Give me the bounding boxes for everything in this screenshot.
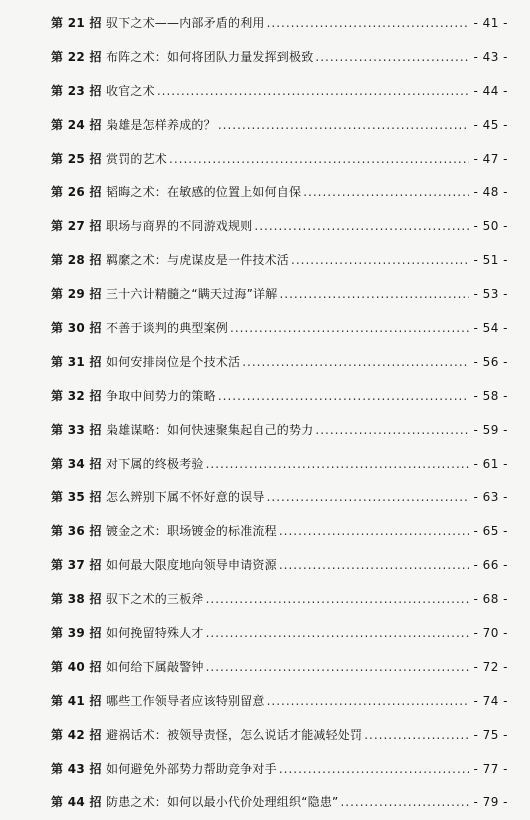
dot-leader — [242, 346, 469, 380]
toc-entry-page-number: - 63 - — [473, 490, 508, 505]
toc-entry-title: 怎么辨别下属不怀好意的误导 — [106, 490, 265, 505]
toc-entry-number: 第 42 招 — [51, 727, 102, 742]
toc-entry-number: 第 23 招 — [51, 83, 102, 98]
dot-leader — [340, 786, 469, 820]
toc-entry[interactable] — [0, 515, 530, 549]
toc-entry-number: 第 21 招 — [51, 16, 102, 30]
toc-entry-page-number: - 48 - — [473, 185, 508, 200]
toc-entry-page-number: - 58 - — [473, 388, 508, 403]
dot-leader — [206, 583, 470, 617]
toc-entry-title: 如何挽留特殊人才 — [106, 626, 204, 641]
toc-entry-title: 驭下之术的三板斧 — [106, 592, 204, 607]
dot-leader — [206, 651, 470, 685]
toc-entry-title: 枭雄谋略：如何快速聚集起自己的势力 — [106, 422, 314, 437]
toc-entry[interactable] — [0, 685, 530, 719]
toc-entry[interactable] — [0, 109, 530, 143]
dot-leader — [267, 481, 470, 515]
toc-entry-title: 对下属的终极考验 — [106, 456, 204, 471]
toc-entry[interactable] — [0, 176, 530, 210]
toc-entry-page-number: - 44 - — [473, 83, 508, 98]
toc-entry[interactable] — [0, 719, 530, 753]
toc-entry-number: 第 26 招 — [51, 185, 102, 200]
toc-entry-number: 第 39 招 — [51, 626, 102, 641]
toc-entry-number: 第 35 招 — [51, 490, 102, 505]
dot-leader — [279, 515, 470, 549]
toc-entry-page-number: - 53 - — [473, 287, 508, 302]
dot-leader — [206, 617, 470, 651]
dot-leader — [230, 312, 469, 346]
toc-entry-title: 职场与商界的不同游戏规则 — [106, 219, 253, 234]
dot-leader — [206, 448, 470, 482]
toc-entry[interactable] — [0, 278, 530, 312]
toc-entry[interactable] — [0, 75, 530, 109]
toc-entry-title: 如何最大限度地向领导申请资源 — [106, 558, 277, 573]
toc-entry-page-number: - 72 - — [473, 659, 508, 674]
toc-entry[interactable] — [0, 346, 530, 380]
toc-entry-number: 第 33 招 — [51, 422, 102, 437]
toc-entry-page-number: - 59 - — [473, 422, 508, 437]
toc-entry-page-number: - 43 - — [473, 49, 508, 64]
toc-entry-number: 第 29 招 — [51, 287, 102, 302]
toc-entry-title: 防患之术：如何以最小代价处理组织“隐患” — [106, 795, 339, 810]
dot-leader — [279, 549, 470, 583]
toc-entry-page-number: - 68 - — [473, 592, 508, 607]
toc-entry-number: 第 36 招 — [51, 524, 102, 539]
dot-leader — [291, 244, 469, 278]
toc-entry-page-number: - 65 - — [473, 524, 508, 539]
dot-leader — [303, 176, 469, 210]
toc-entry[interactable] — [0, 143, 530, 177]
toc-entry-title: 如何避免外部势力帮助竞争对手 — [106, 761, 277, 776]
toc-entry-page-number: - 74 - — [473, 693, 508, 708]
toc-entry-number: 第 37 招 — [51, 558, 102, 573]
toc-entry-page-number: - 56 - — [473, 354, 508, 369]
toc-entry-title: 布阵之术：如何将团队力量发挥到极致 — [106, 49, 314, 64]
toc-entry-number: 第 24 招 — [51, 117, 102, 132]
dot-leader — [218, 109, 470, 143]
toc-entry-number: 第 44 招 — [51, 795, 102, 810]
toc-entry-page-number: - 70 - — [473, 626, 508, 641]
toc-entry-title: 枭雄是怎样养成的？ — [106, 117, 216, 132]
toc-entry-title: 韬晦之术：在敏感的位置上如何自保 — [106, 185, 302, 200]
toc-entry[interactable] — [0, 786, 530, 820]
toc-list — [0, 7, 530, 820]
toc-entry-title: 三十六计精髓之“瞒天过海”详解 — [106, 287, 278, 302]
toc-entry-number: 第 38 招 — [51, 592, 102, 607]
toc-entry-title: 收官之术 — [106, 83, 155, 98]
toc-entry[interactable] — [0, 651, 530, 685]
toc-entry-number: 第 30 招 — [51, 321, 102, 336]
toc-entry-title: 羁縻之术：与虎谋皮是一件技术活 — [106, 253, 290, 268]
toc-entry[interactable] — [0, 414, 530, 448]
toc-entry-page-number: - 61 - — [473, 456, 508, 471]
dot-leader — [315, 414, 469, 448]
toc-entry[interactable] — [0, 380, 530, 414]
toc-entry-number: 第 27 招 — [51, 219, 102, 234]
toc-entry-title: 赏罚的艺术 — [106, 151, 168, 166]
dot-leader — [254, 210, 469, 244]
dot-leader — [364, 719, 469, 753]
dot-leader — [267, 685, 470, 719]
dot-leader — [218, 380, 470, 414]
toc-entry[interactable] — [0, 481, 530, 515]
toc-entry-page-number: - 77 - — [473, 761, 508, 776]
toc-entry-title: 如何安排岗位是个技术活 — [106, 354, 241, 369]
toc-entry-title: 避祸话术：被领导责怪，怎么说话才能减轻处罚 — [106, 727, 363, 742]
toc-entry-number: 第 34 招 — [51, 456, 102, 471]
toc-entry[interactable] — [0, 244, 530, 278]
dot-leader — [157, 75, 470, 109]
toc-entry-page-number: - 79 - — [473, 795, 508, 810]
toc-entry[interactable] — [0, 617, 530, 651]
dot-leader — [279, 278, 469, 312]
toc-entry[interactable] — [0, 549, 530, 583]
toc-entry-title: 镀金之术：职场镀金的标准流程 — [106, 524, 277, 539]
toc-entry-title: 如何给下属敲警钟 — [106, 659, 204, 674]
toc-entry[interactable] — [0, 7, 530, 41]
toc-entry[interactable] — [0, 41, 530, 75]
toc-entry-page-number: - 45 - — [473, 117, 508, 132]
toc-entry-number: 第 43 招 — [51, 761, 102, 776]
toc-entry[interactable] — [0, 448, 530, 482]
toc-entry-number: 第 22 招 — [51, 49, 102, 64]
toc-entry-number: 第 25 招 — [51, 151, 102, 166]
toc-entry-number: 第 32 招 — [51, 388, 102, 403]
toc-entry-page-number: - 54 - — [473, 321, 508, 336]
toc-entry-page-number: - 47 - — [473, 151, 508, 166]
toc-entry-title: 争取中间势力的策略 — [106, 388, 216, 403]
dot-leader — [279, 753, 470, 787]
toc-entry-number: 第 41 招 — [51, 693, 102, 708]
dot-leader — [315, 41, 469, 75]
toc-entry[interactable] — [0, 210, 530, 244]
dot-leader — [169, 143, 469, 177]
toc-entry-number: 第 31 招 — [51, 354, 102, 369]
toc-entry[interactable] — [0, 753, 530, 787]
toc-entry-number: 第 40 招 — [51, 659, 102, 674]
toc-entry-number: 第 28 招 — [51, 253, 102, 268]
toc-entry-page-number: - 41 - — [473, 16, 508, 30]
toc-entry-page-number: - 51 - — [473, 253, 508, 268]
toc-entry-page-number: - 50 - — [473, 219, 508, 234]
toc-entry-title: 驭下之术——内部矛盾的利用 — [106, 16, 265, 30]
toc-entry-page-number: - 66 - — [473, 558, 508, 573]
toc-entry-page-number: - 75 - — [473, 727, 508, 742]
toc-entry-title: 不善于谈判的典型案例 — [106, 321, 229, 336]
toc-entry[interactable] — [0, 312, 530, 346]
toc-entry[interactable] — [0, 583, 530, 617]
dot-leader — [267, 7, 470, 41]
toc-entry-title: 哪些工作领导者应该特别留意 — [106, 693, 265, 708]
